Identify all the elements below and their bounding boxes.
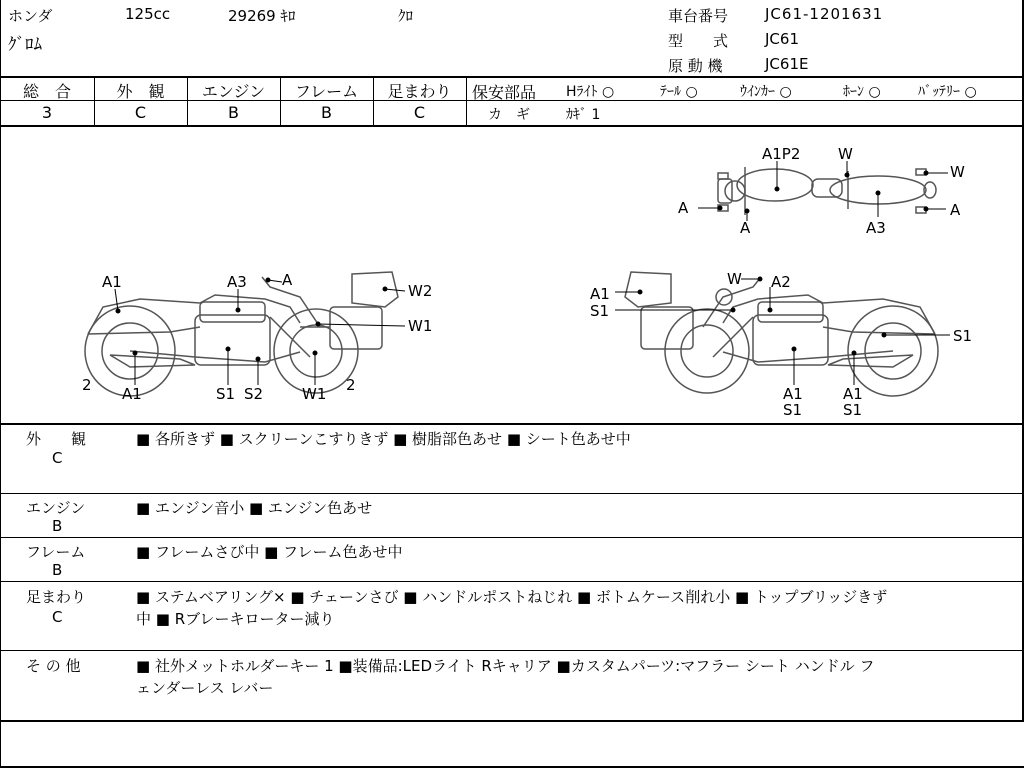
label-r-a1-b2: A1: [843, 385, 863, 403]
type-label: 型 式: [668, 32, 729, 50]
label-r-a1-b1: A1: [783, 385, 803, 403]
label-l-w1: W1: [408, 317, 433, 335]
divider-bottom: [0, 720, 1024, 722]
displacement: 125cc: [125, 5, 171, 23]
exterior-grade: C: [134, 103, 147, 122]
label-top-a3: A3: [866, 219, 886, 237]
remark-text-exterior: ■ 各所きず ■ スクリーンこすりきず ■ 樹脂部色あせ ■ シート色あせ中: [136, 430, 631, 448]
remark-grade-frame: B: [52, 561, 63, 579]
label-r-s1-b2: S1: [843, 401, 863, 419]
safety-item-mark: ○: [964, 84, 977, 100]
label-top-a-left: A: [678, 199, 689, 217]
overall-label: 総 合: [22, 82, 71, 101]
safety-item-name: ﾊﾞｯﾃﾘｰ: [918, 84, 960, 100]
label-l-a1-bottom: A1: [122, 385, 142, 403]
remark-text-other-cont: ェンダーレス レバー: [136, 679, 274, 697]
label-l-a1-top: A1: [102, 273, 122, 291]
label-r-w: W: [727, 270, 742, 288]
label-top-a-bottom: A: [740, 219, 751, 237]
remark-label-engine: エンジン: [26, 499, 86, 517]
label-r-s1-right: S1: [953, 327, 973, 345]
overall-grade: 3: [41, 103, 53, 122]
safety-item-name: ﾎｰﾝ: [843, 84, 864, 100]
remark-text-engine: ■ エンジン音小 ■ エンジン色あせ: [136, 499, 373, 517]
remark-grade-suspension: C: [52, 608, 63, 626]
divider-remark-4: [0, 650, 1024, 651]
key-value: ｶｷﾞ 1: [566, 107, 601, 123]
remark-text-suspension: ■ ステムベアリング× ■ チェーンさび ■ ハンドルポストねじれ ■ ボトムケース削れ小 ■ トップブリッジきず: [136, 588, 888, 606]
divider-diagram: [0, 423, 1024, 425]
label-l-a3: A3: [227, 273, 247, 291]
safety-item-battery: [918, 81, 977, 101]
label-r-a2: A2: [771, 273, 791, 291]
frame-no: JC61-1201631: [765, 5, 884, 23]
top-view-bike: [718, 167, 936, 215]
label-l-s1: S1: [216, 385, 236, 403]
safety-item-tail: [660, 81, 698, 101]
label-l-s2: S2: [244, 385, 264, 403]
label-r-s1-b1: S1: [783, 401, 803, 419]
label-l-2-left: 2: [82, 376, 92, 394]
divider-remark-3: [0, 581, 1024, 582]
label-r-s1: S1: [590, 302, 610, 320]
mileage: 29269 ｷﾛ: [228, 7, 296, 25]
label-l-w1-bottom: W1: [302, 385, 327, 403]
safety-item-headlight: [566, 81, 614, 101]
safety-label: 保安部品: [472, 83, 537, 102]
frame-no-label: 車台番号: [668, 7, 729, 25]
label-l-2-right: 2: [346, 376, 356, 394]
remark-text-frame: ■ フレームさび中 ■ フレーム色あせ中: [136, 543, 403, 561]
label-l-w2: W2: [408, 282, 433, 300]
frame-grade: B: [321, 103, 332, 122]
safety-item-name: Hﾗｲﾄ: [566, 84, 598, 100]
label-top-w2: W: [950, 163, 965, 181]
label-top-a-right: A: [950, 201, 961, 219]
safety-item-winker: [740, 81, 792, 101]
remark-grade-engine: B: [52, 517, 63, 535]
safety-item-name: ﾃｰﾙ: [660, 84, 681, 100]
divider-remark-1: [0, 493, 1024, 494]
color: ｸﾛ: [398, 7, 414, 25]
engine-value: JC61E: [765, 55, 809, 73]
divider-header: [0, 76, 1024, 78]
frame-grade-label: フレーム: [294, 82, 359, 101]
remark-label-exterior: 外 観: [26, 430, 87, 448]
remark-text-other: ■ 社外メットホルダーキー 1 ■装備品:LEDライト Rキャリア ■カスタムパーツ:マフラー シート ハンドル フ: [136, 657, 875, 675]
remark-grade-exterior: C: [52, 449, 63, 467]
maker: ホンダ: [8, 7, 53, 25]
engine-label: 原 動 機: [668, 57, 723, 75]
grade-col-divider: [466, 77, 467, 126]
divider-remark-2: [0, 537, 1024, 538]
suspension-grade-label: 足まわり: [387, 82, 452, 101]
label-top-w1: W: [838, 145, 853, 163]
remark-text-suspension-cont: 中 ■ Rブレーキローター減り: [136, 610, 335, 628]
remark-label-frame: フレーム: [26, 543, 86, 561]
safety-item-mark: ○: [779, 84, 792, 100]
label-r-a1: A1: [590, 285, 610, 303]
safety-item-horn: [843, 81, 881, 101]
key-label: カ ギ: [488, 107, 530, 123]
engine-grade: B: [228, 103, 239, 122]
type-value: JC61: [765, 30, 799, 48]
suspension-grade: C: [413, 103, 426, 122]
safety-item-name: ｳｲﾝｶｰ: [740, 84, 775, 100]
exterior-label: 外 観: [116, 82, 165, 101]
label-top-a1p2: A1P2: [762, 145, 801, 163]
safety-item-mark: ○: [685, 84, 698, 100]
remark-label-suspension: 足まわり: [26, 588, 87, 606]
remark-label-other: そ の 他: [26, 657, 81, 675]
engine-grade-label: エンジン: [201, 82, 266, 101]
model-name: ｸﾞﾛﾑ: [8, 35, 42, 55]
damage-diagram: [0, 127, 1022, 423]
safety-item-mark: ○: [601, 84, 615, 100]
safety-item-mark: ○: [868, 84, 881, 100]
label-l-a: A: [282, 271, 293, 289]
